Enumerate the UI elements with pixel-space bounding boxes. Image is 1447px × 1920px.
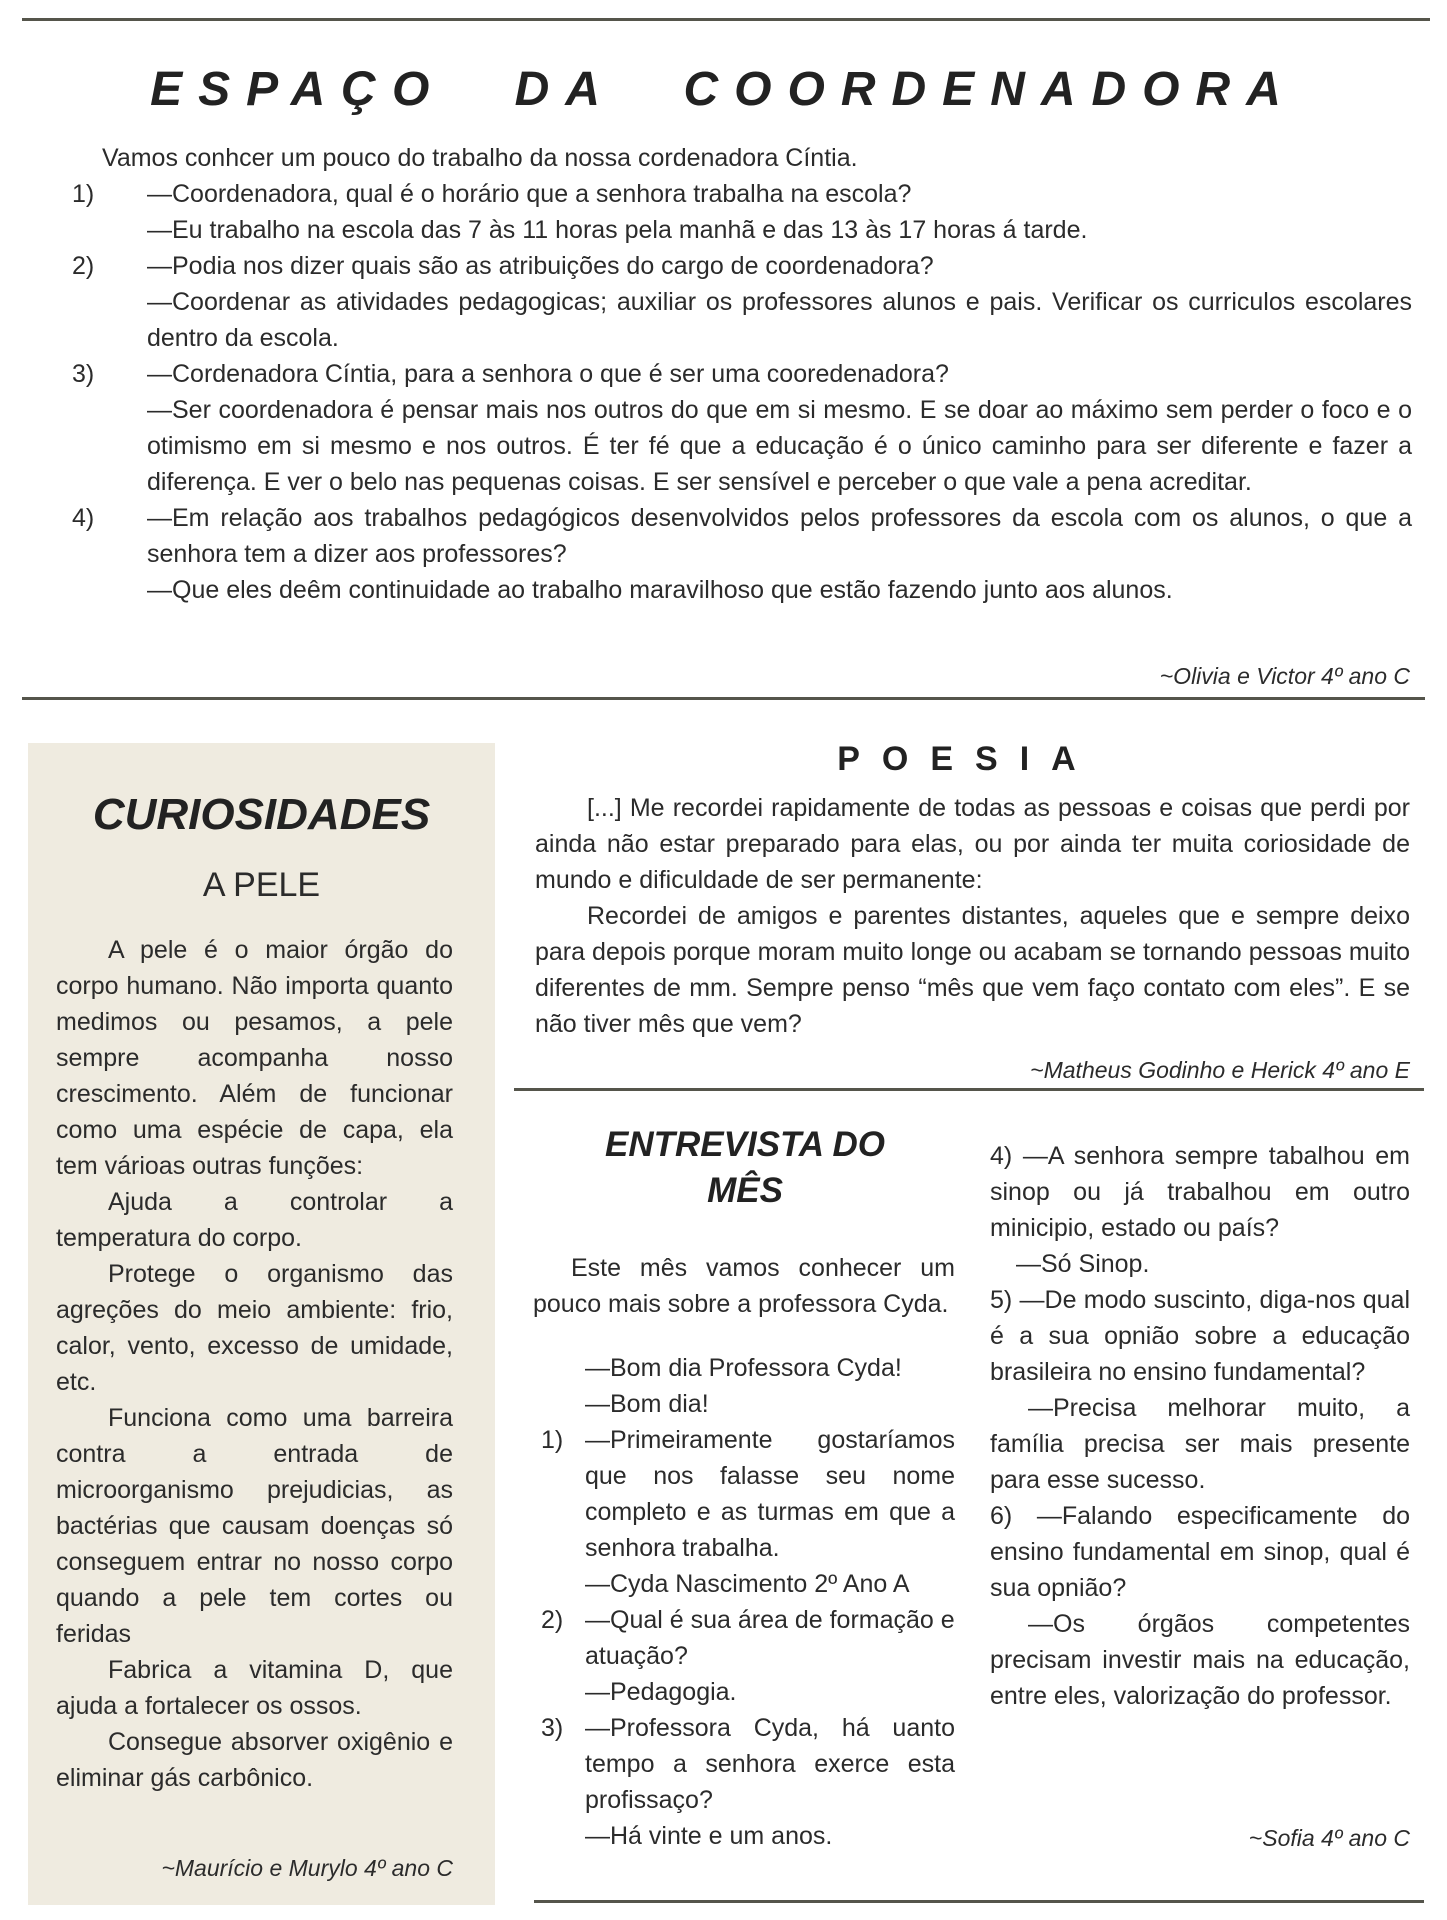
question-text: —Cordenadora Cíntia, para a senhora o que é ser uma cooredenadora? <box>147 360 949 388</box>
section-divider <box>22 697 1425 700</box>
coordenadora-intro: Vamos conhcer um pouco do trabalho da nossa cordenadora Cíntia. <box>102 144 858 172</box>
question-text: —Primeiramente gostaríamos que nos falasse seu nome completo e as turmas em que a senhora trabalha. <box>585 1426 955 1562</box>
question-text: —Em relação aos trabalhos pedagógicos desenvolvidos pelos professores da escola com os alunos, o que a senhora tem a dizer aos professores? <box>147 504 1412 568</box>
curiosidades-paragraph: A pele é o maior órgão do corpo humano. Não importa quanto medimos ou pesamos, a pele sempre acompanha nosso crescimento. Além de funcionar como uma espécie de capa, ela tem várioas outras funções: <box>56 936 453 1180</box>
item-number: 2) <box>541 1606 564 1634</box>
bottom-divider <box>534 1900 1424 1903</box>
question-text: —Qual é sua área de formação e atuação? <box>585 1606 955 1670</box>
item-number: 3) <box>541 1714 564 1742</box>
coordenadora-author: ~Olivia e Victor 4º ano C <box>1159 663 1410 689</box>
answer-text: —Os órgãos competentes precisam investir mais na educação, entre eles, valorização do professor. <box>990 1610 1410 1710</box>
poesia-paragraph: Recordei de amigos e parentes distantes, aqueles que e sempre deixo para depois porque moram muito longe ou acabam se tornando pessoas muito diferentes de mm. Sempre penso “mês que vem faço contato com eles”. E se não tiver mês que vem? <box>535 902 1410 1038</box>
entrevista-title-line: ENTREVISTA DO <box>604 1125 886 1164</box>
coordenadora-section <box>72 140 1412 608</box>
coordenadora-title: ESPAÇO DA COORDENADORA <box>150 63 1297 116</box>
poesia-author: ~Matheus Godinho e Herick 4º ano E <box>1030 1057 1410 1083</box>
poesia-paragraph: [...] Me recordei rapidamente de todas as pessoas e coisas que perdi por ainda não estar preparado para elas, ou por ainda ter muita coriosidade de mundo e dificuldade de ser permanente: <box>535 794 1410 894</box>
entrevista-title <box>535 1122 955 1214</box>
curiosidades-body <box>56 932 453 1796</box>
entrevista-intro: Este mês vamos conhecer um pouco mais sobre a professora Cyda. <box>533 1254 955 1318</box>
entrevista-right-column <box>990 1138 1410 1714</box>
curiosidades-paragraph: Fabrica a vitamina D, que ajuda a fortalecer os ossos. <box>56 1656 453 1720</box>
entrevista-author: ~Sofia 4º ano C <box>1248 1825 1410 1851</box>
curiosidades-author: ~Maurício e Murylo 4º ano C <box>161 1855 453 1881</box>
item-number: 1) <box>541 1426 564 1454</box>
question-text: —Podia nos dizer quais são as atribuições do cargo de coordenadora? <box>147 252 934 280</box>
answer-text: —Eu trabalho na escola das 7 às 11 horas pela manhã e das 13 às 17 horas á tarde. <box>147 216 1088 244</box>
item-number: 4) <box>72 504 95 532</box>
top-divider <box>22 18 1430 21</box>
curiosidades-subtitle: A PELE <box>202 866 321 904</box>
entrevista-left-column <box>533 1250 955 1854</box>
answer-text: —Só Sinop. <box>1016 1250 1150 1278</box>
answer-text: —Ser coordenadora é pensar mais nos outros do que em si mesmo. E se doar ao máximo sem perder o foco e o otimismo em si mesmo e nos outros. É ter fé que a educação é o único caminho para ser diferente e fazer a diferença. E ver o belo nas pequenas coisas. E ser sensível e perceber o que vale a pena acreditar. <box>147 396 1412 496</box>
item-number: 3) <box>72 360 95 388</box>
poesia-title: POESIA <box>837 740 1098 778</box>
curiosidades-paragraph: Protege o organismo das agreções do meio ambiente: frio, calor, vento, excesso de umidade, etc. <box>56 1260 453 1396</box>
curiosidades-paragraph: Ajuda a controlar a temperatura do corpo. <box>56 1188 453 1252</box>
entrevista-item <box>541 1602 955 1710</box>
coordenadora-item <box>72 248 1412 356</box>
curiosidades-paragraph: Consegue absorver oxigênio e eliminar gás carbônico. <box>56 1728 453 1792</box>
item-number: 1) <box>72 180 95 208</box>
answer-text: —Precisa melhorar muito, a família precisa ser mais presente para esse sucesso. <box>990 1394 1410 1494</box>
entrevista-item <box>541 1710 955 1854</box>
answer-text: —Pedagogia. <box>585 1678 737 1706</box>
coordenadora-item <box>72 176 1412 248</box>
coordenadora-item <box>72 500 1412 608</box>
entrevista-title-line: MÊS <box>707 1171 783 1210</box>
answer-text: —Cyda Nascimento 2º Ano A <box>585 1570 910 1598</box>
item-number: 2) <box>72 252 95 280</box>
question-text: —Coordenadora, qual é o horário que a senhora trabalha na escola? <box>147 180 912 208</box>
answer-text: —Há vinte e um anos. <box>585 1822 833 1850</box>
question-text: 6) —Falando especificamente do ensino fundamental em sinop, qual é sua opnião? <box>990 1502 1410 1602</box>
question-text: 5) —De modo suscinto, diga-nos qual é a sua opnião sobre a educação brasileira no ensino fundamental? <box>990 1286 1410 1386</box>
question-text: —Professora Cyda, há uanto tempo a senhora exerce esta profissaço? <box>585 1714 955 1814</box>
answer-text: —Coordenar as atividades pedagogicas; auxiliar os professores alunos e pais. Verificar os curriculos escolares dentro da escola. <box>147 288 1412 352</box>
poesia-body <box>535 790 1410 1042</box>
curiosidades-title: CURIOSIDADES <box>92 790 431 839</box>
coordenadora-item <box>72 356 1412 500</box>
question-text: 4) —A senhora sempre tabalhou em sinop ou já trabalhou em outro minicipio, estado ou país? <box>990 1142 1410 1242</box>
greeting-question: —Bom dia Professora Cyda! <box>585 1354 902 1382</box>
section-divider <box>514 1088 1424 1091</box>
entrevista-item <box>541 1422 955 1602</box>
greeting-answer: —Bom dia! <box>585 1390 709 1418</box>
curiosidades-paragraph: Funciona como uma barreira contra a entrada de microorganismo prejudicias, as bactérias que causam doenças só conseguem entrar no nosso corpo quando a pele tem cortes ou feridas <box>56 1404 453 1648</box>
answer-text: —Que eles deêm continuidade ao trabalho maravilhoso que estão fazendo junto aos alunos. <box>147 576 1173 604</box>
